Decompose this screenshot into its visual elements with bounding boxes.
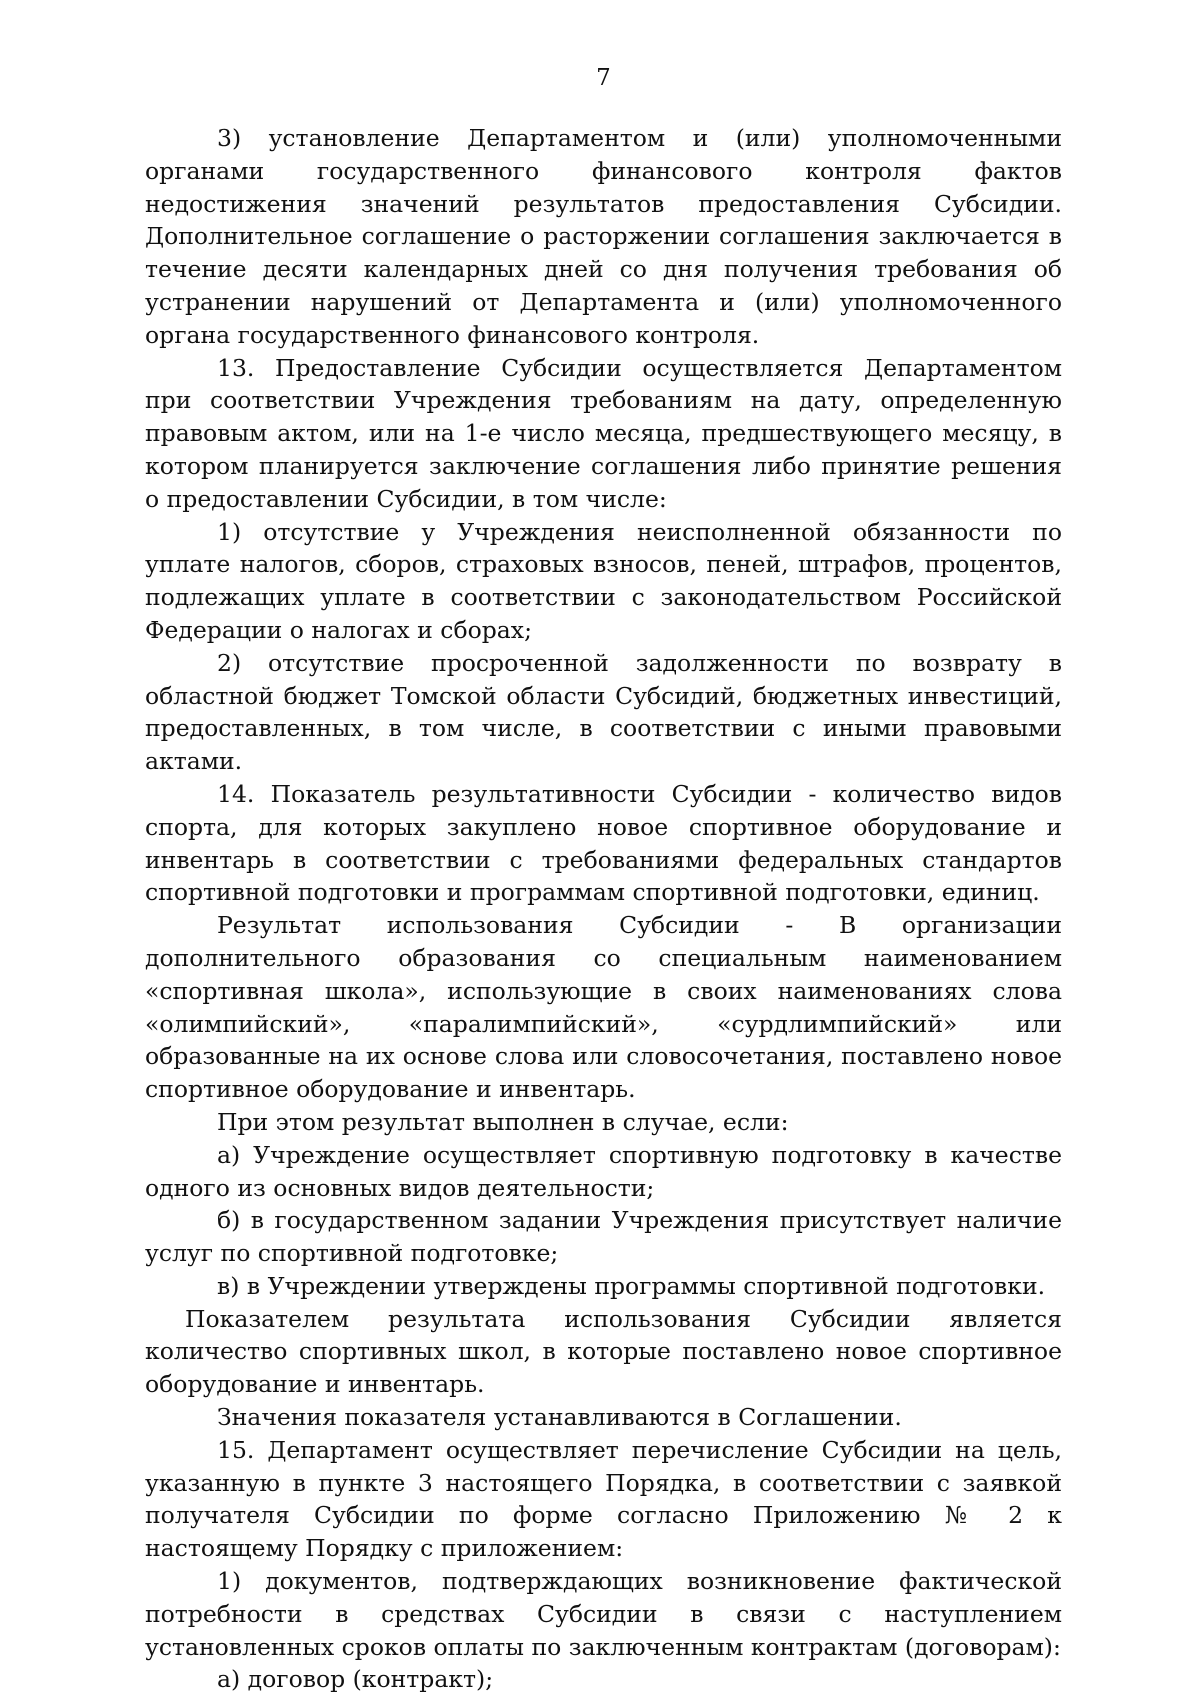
paragraph-indicator-values: Значения показателя устанавливаются в Соглашении. <box>217 1403 902 1432</box>
paragraph-condition-b: б) в государственном задании Учреждения присутствует наличие услуг по спортивной подготовке; <box>145 1206 1062 1268</box>
document-body <box>145 122 1062 1696</box>
paragraph-condition-v: в) в Учреждении утверждены программы спортивной подготовки. <box>217 1271 1046 1300</box>
paragraph-15-1: 1) документов, подтверждающих возникновение фактической потребности в средствах Субсидии в связи с наступлением установленных сроков оплаты по заключенным контрактам (договорам): <box>145 1567 1062 1661</box>
paragraph-13-2: 2) отсутствие просроченной задолженности по возврату в областной бюджет Томской области Субсидий, бюджетных инвестиций, предоставленных, в том числе, в соответствии с иными правовыми актами. <box>145 648 1062 776</box>
paragraph-condition-a: а) Учреждение осуществляет спортивную подготовку в качестве одного из основных видов деятельности; <box>145 1140 1062 1202</box>
paragraph-15-1-a: а) договор (контракт); <box>217 1665 494 1694</box>
paragraph-indicator: Показателем результата использования Субсидии является количество спортивных школ, в которые поставлено новое спортивное оборудование и инвентарь. <box>145 1304 1062 1399</box>
paragraph-13-1: 1) отсутствие у Учреждения неисполненной обязанности по уплате налогов, сборов, страховых взносов, пеней, штрафов, процентов, подлежащих уплате в соответствии с законодательством Российской Федерации о налогах и сборах; <box>145 517 1062 644</box>
page-number: 7 <box>596 65 611 91</box>
paragraph-result: Результат использования Субсидии - В организации дополнительного образования со специальным наименованием «спортивная школа», использующие в своих наименованиях слова «олимпийский», «паралимпийский», «сурдлимпийский» или образованные на их основе слова или словосочетания, поставлено новое спортивное оборудование и инвентарь. <box>145 911 1062 1104</box>
paragraph-result-condition: При этом результат выполнен в случае, если: <box>217 1107 789 1136</box>
paragraph-13: 13. Предоставление Субсидии осуществляется Департаментом при соответствии Учреждения требованиям на дату, определенную правовым актом, или на 1-е число месяца, предшествующего месяцу, в котором планируется заключение соглашения либо принятие решения о предоставлении Субсидии, в том числе: <box>145 353 1062 513</box>
paragraph-14: 14. Показатель результативности Субсидии - количество видов спорта, для которых закуплено новое спортивное оборудование и инвентарь в соответствии с требованиями федеральных стандартов спортивной подготовки и программам спортивной подготовки, единиц. <box>145 779 1062 907</box>
paragraph-15: 15. Департамент осуществляет перечисление Субсидии на цель, указанную в пункте 3 настоящего Порядка, в соответствии с заявкой получателя Субсидии по форме согласно Приложению № 2 к настоящему Порядку с приложением: <box>145 1435 1062 1563</box>
paragraph-12-3: 3) установление Департаментом и (или) уполномоченными органами государственного финансового контроля фактов недостижения значений результатов предоставления Субсидии. Дополнительное соглашение о расторжении соглашения заключается в течение десяти календарных дней со дня получения требования об устранении нарушений от Департамента и (или) уполномоченного органа государственного финансового контроля. <box>145 124 1062 349</box>
